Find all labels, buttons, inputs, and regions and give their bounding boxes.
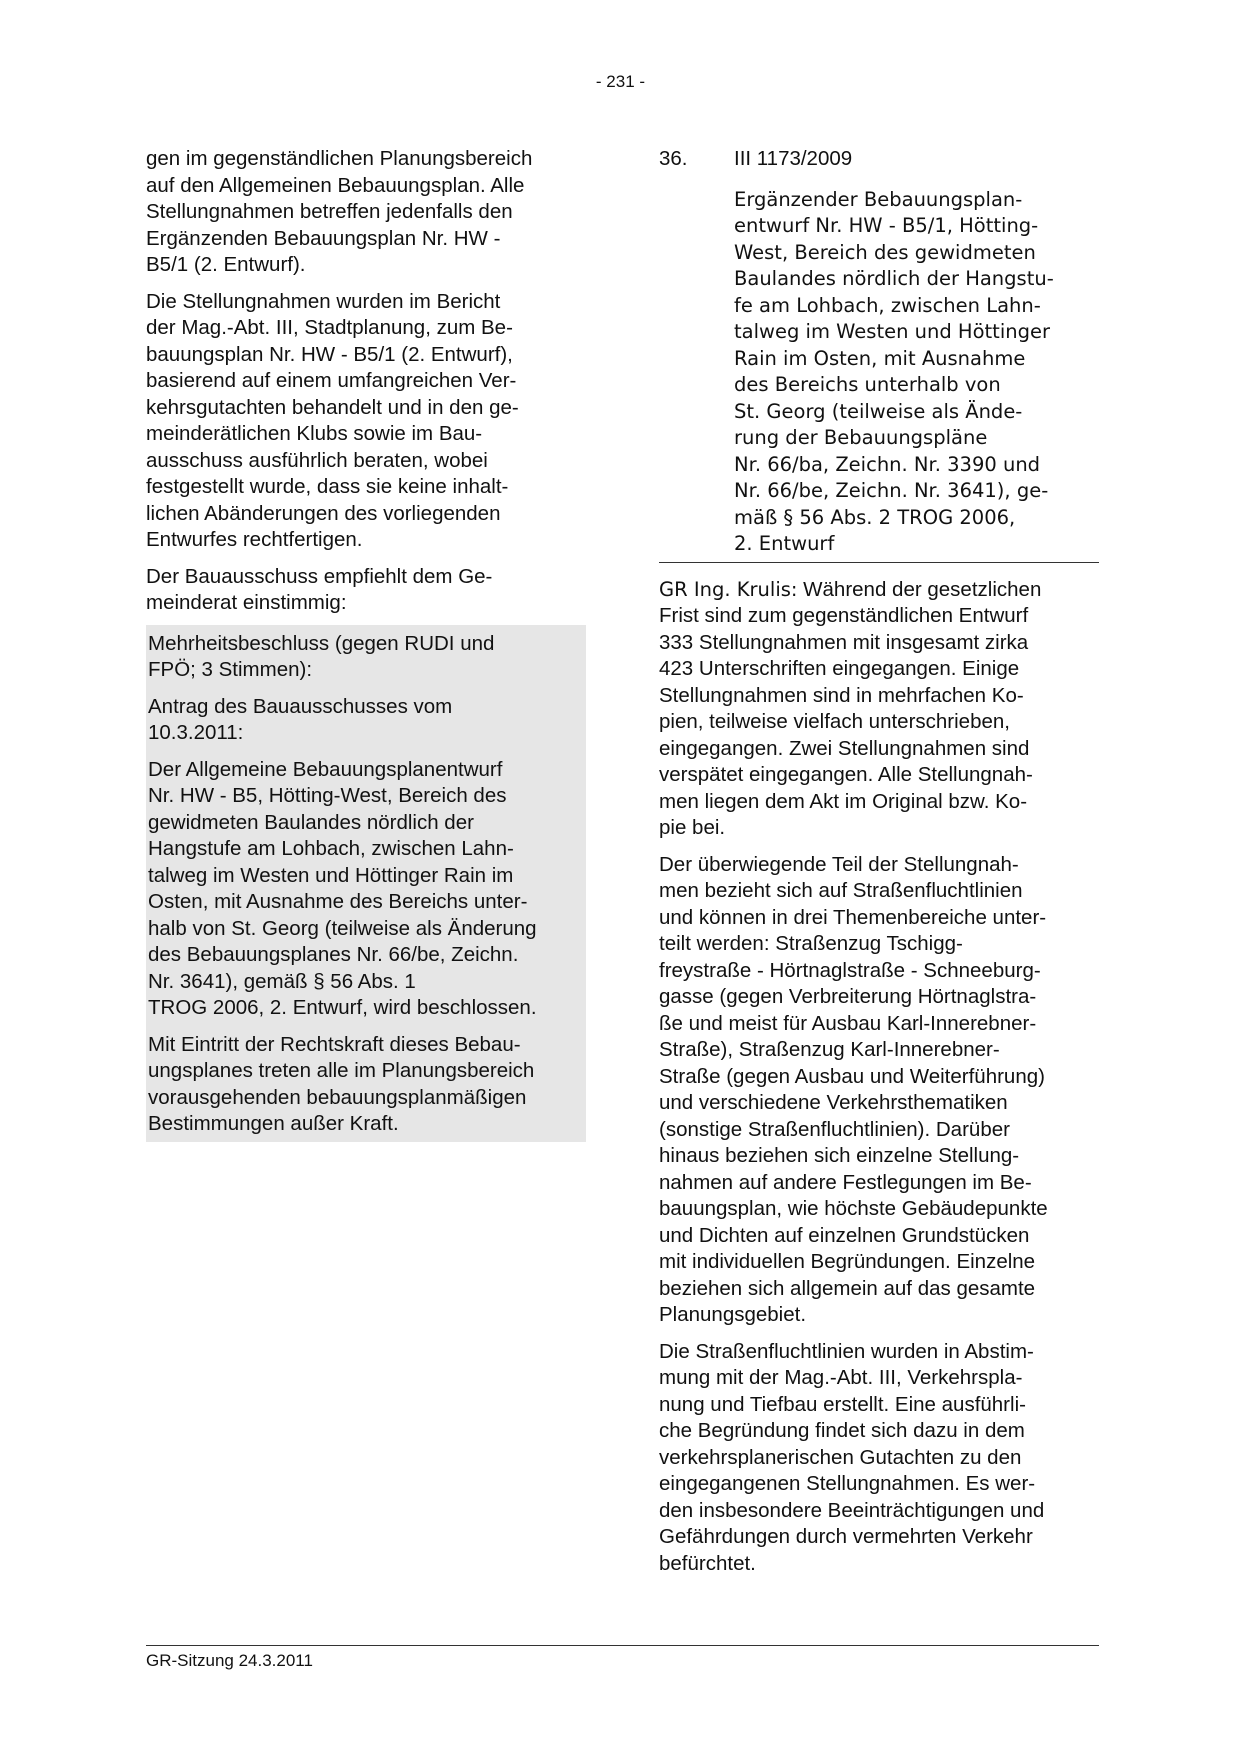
left-paragraph-2: Die Stellungnahmen wurden im Bericht der Mag.-Abt. III, Stadtplanung, zum Be- bauungsplan Nr. HW - B5/1 (2. Entwurf), basierend auf einem umfangreichen Ver- kehrsgutachten behandelt und in den ge- meinderätlichen Klubs sowie im Bau- ausschuss ausführlich beraten, wobei festgestellt wurde, dass sie keine inhalt- lichen Abänderungen des vorliegenden Entwurfes rechtfertigen. — [146, 289, 519, 551]
resolution-vote: Mehrheitsbeschluss (gegen RUDI und FPÖ; 3 Stimmen): — [148, 631, 495, 681]
agenda-item-reference: III 1173/2009 — [734, 147, 853, 170]
agenda-item-header — [659, 146, 1099, 173]
left-paragraph-1: gen im gegenständlichen Planungsbereich auf den Allgemeinen Bebauungsplan. Alle Stellungnahmen betreffen jedenfalls den Ergänzenden Bebauungsplan Nr. HW - B5/1 (2. Entwurf). — [146, 147, 533, 276]
left-column — [146, 146, 586, 1142]
page-number: - 231 - — [595, 72, 646, 91]
footer-divider — [146, 1645, 1099, 1646]
footer-text: GR-Sitzung 24.3.2011 — [146, 1651, 313, 1670]
right-paragraph-3: Die Straßenfluchtlinien wurden in Abstim- mung mit der Mag.-Abt. III, Verkehrspla- nung und Tiefbau erstellt. Eine ausführli- che Begründung findet sich dazu in dem verkehrsplanerischen Gutachten zu den eingegangenen Stellungnahmen. Es wer- den insbesondere Beeinträchtigungen und Gefährdungen durch vermehrten Verkehr befürchtet. — [659, 1339, 1045, 1575]
resolution-effect: Mit Eintritt der Rechtskraft dieses Bebau- ungsplanes treten alle im Planungsbereich vorausgehenden bebauungsplanmäßigen Bestimmungen außer Kraft. — [148, 1032, 535, 1135]
right-paragraph-2: Der überwiegende Teil der Stellungnah- men bezieht sich auf Straßenfluchtlinien und können in drei Themenbereiche unter- teilt werden: Straßenzug Tschigg- freystraße - Hörtnaglstraße - Schneeburg- gasse (gegen Verbreiterung Hörtnaglstra- ße und meist für Ausbau Karl-Innerebner- Straße), Straßenzug Karl-Innerebner- Straße (gegen Ausbau und Weiterführung) und verschiedene Verkehrsthematiken (sonstige Straßenfluchtlinien). Darüber hinaus beziehen sich einzelne Stellung- nahmen auf andere Festlegungen im Be- bauungsplan, wie höchste Gebäudepunkte und Dichten auf einzelnen Grundstücken mit individuellen Begründungen. Einzelne beziehen sich allgemein auf das gesamte Planungsgebiet. — [659, 852, 1048, 1326]
right-paragraph-1-text: Während der gesetzlichen Frist sind zum gegenständlichen Entwurf 333 Stellungnahmen mit insgesamt zirka 423 Unterschriften eingegangen. Einige Stellungnahmen sind in mehrfachen Ko- pien, teilweise vielfach unterschrieben, eingegangen. Zwei Stellungnahmen sind verspätet eingegangen. Alle Stellungnah- men liegen dem Akt im Original bzw. Ko- pie bei. — [659, 577, 1042, 839]
agenda-item-divider — [659, 562, 1099, 563]
resolution-motion: Antrag des Bauausschusses vom 10.3.2011: — [148, 694, 453, 744]
resolution-box — [146, 625, 586, 1142]
right-paragraph-1 — [659, 577, 1099, 842]
agenda-item-title: Ergänzender Bebauungsplan- entwurf Nr. HW - B5/1, Hötting- West, Bereich des gewidmeten Baulandes nördlich der Hangstu- fe am Lohbach, zwischen Lahn- talweg im Westen und Höttinger Rain im Osten, mit Ausnahme des Bereichs unterhalb von St. Georg (teilweise als Ände- rung der Bebauungspläne Nr. 66/ba, Zeichn. Nr. 3390 und Nr. 66/be, Zeichn. Nr. 3641), ge- mäß § 56 Abs. 2 TROG 2006, 2. Entwurf — [734, 187, 1054, 555]
right-column — [659, 146, 1099, 1587]
agenda-item-number: 36. — [659, 147, 688, 170]
left-paragraph-3: Der Bauausschuss empfiehlt dem Ge- meinderat einstimmig: — [146, 564, 493, 614]
speaker-name: GR Ing. Krulis: — [659, 577, 798, 601]
resolution-text: Der Allgemeine Bebauungsplanentwurf Nr. HW - B5, Hötting-West, Bereich des gewidmeten Baulandes nördlich der Hangstufe am Lohbach, zwischen Lahn- talweg im Westen und Höttinger Rain im Osten, mit Ausnahme des Bereichs unter- halb von St. Georg (teilweise als Änderung des Bebauungsplanes Nr. 66/be, Zeichn. Nr. 3641), gemäß § 56 Abs. 1 TROG 2006, 2. Entwurf, wird beschlossen. — [148, 757, 537, 1019]
